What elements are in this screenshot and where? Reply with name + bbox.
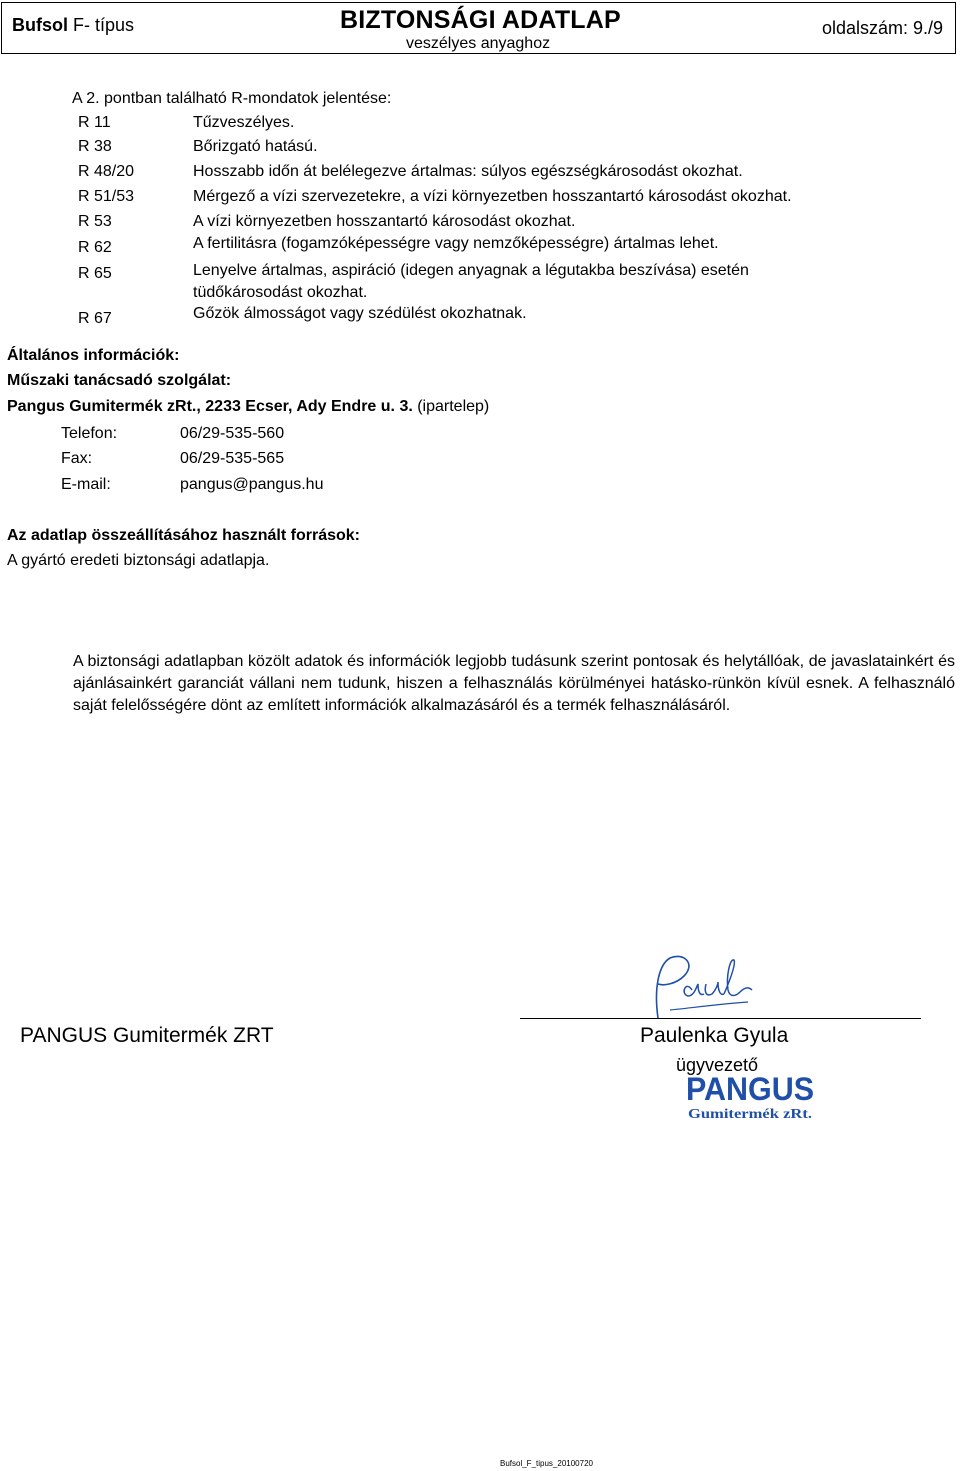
sources-text: A gyártó eredeti biztonsági adatlapja. <box>7 552 270 569</box>
disclaimer: A biztonsági adatlapban közölt adatok és információk legjobb tudásunk szerint pontosak és helytállóak, de javaslatainkért és ajánlásainkért garanciát vállani nem tudunk, hiszen a felhasználás körülményei hatásko-rünkön kívül esnek. A felhasználó saját felelősségére dönt az említett információk alkalmazásáról és a termék felhasználásáról. <box>73 653 955 714</box>
r-code: R 51/53 <box>78 188 135 205</box>
r-text: Gőzök álmosságot vagy szédülést okozhatnak. <box>193 305 527 322</box>
r-phrases-intro: A 2. pontban található R-mondatok jelentése: <box>72 90 392 107</box>
r-text: A fertilitásra (fogamzóképességre vagy nemzőképességre) ártalmas lehet. <box>193 235 719 252</box>
general-info-heading: Általános információk: <box>7 347 180 364</box>
r-code: R 65 <box>78 265 112 282</box>
r-text: A vízi környezetben hosszantartó károsodást okozhat. <box>193 213 576 230</box>
company-address: Pangus Gumitermék zRt., 2233 Ecser, Ady Endre u. 3. (ipartelep) <box>7 398 490 415</box>
contact-label: Fax: <box>61 450 93 467</box>
r-text: Lenyelve ártalmas, aspiráció (idegen anyagnak a légutakba beszívása) esetén <box>193 262 749 279</box>
page-number: oldalszám: 9./9 <box>822 18 944 38</box>
signatory-role: ügyvezető <box>676 1055 759 1075</box>
r-code: R 53 <box>78 213 112 230</box>
stamp-logo-text: PANGUS <box>686 1071 814 1107</box>
contact-label: E-mail: <box>61 476 111 493</box>
signature-image <box>640 950 760 1025</box>
signatory-name: Paulenka Gyula <box>640 1024 789 1047</box>
service-heading: Műszaki tanácsadó szolgálat: <box>7 372 232 389</box>
file-code: Bufsol_F_tipus_20100720 <box>500 1459 593 1468</box>
r-text: Bőrizgató hatású. <box>193 138 318 155</box>
r-code: R 62 <box>78 239 112 256</box>
r-code: R 38 <box>78 138 112 155</box>
phone-value: 06/29-535-560 <box>180 425 285 442</box>
document-header <box>1 2 956 54</box>
r-code: R 48/20 <box>78 163 135 180</box>
signature-line <box>520 1018 921 1019</box>
document-title: BIZTONSÁGI ADATLAP <box>340 6 621 34</box>
email-value: pangus@pangus.hu <box>180 476 324 493</box>
contact-label: Telefon: <box>61 425 118 442</box>
r-text: Hosszabb időn át belélegezve ártalmas: súlyos egészségkárosodást okozhat. <box>193 163 743 180</box>
sources-heading: Az adatlap összeállításához használt források: <box>7 527 360 544</box>
r-code: R 11 <box>78 114 111 131</box>
r-text: Mérgező a vízi szervezetekre, a vízi környezetben hosszantartó károsodást okozhat. <box>193 188 792 205</box>
r-text: Tűzveszélyes. <box>193 114 295 131</box>
signature-company: PANGUS Gumitermék ZRT <box>20 1024 274 1047</box>
fax-value: 06/29-535-565 <box>180 450 285 467</box>
stamp-subtext: Gumitermék zRt. <box>688 1107 812 1122</box>
r-code: R 67 <box>78 310 112 327</box>
document-subtitle: veszélyes anyaghoz <box>406 35 551 52</box>
r-text-continued: tüdőkárosodást okozhat. <box>193 284 368 301</box>
product-name: Bufsol F- típus <box>12 15 135 35</box>
